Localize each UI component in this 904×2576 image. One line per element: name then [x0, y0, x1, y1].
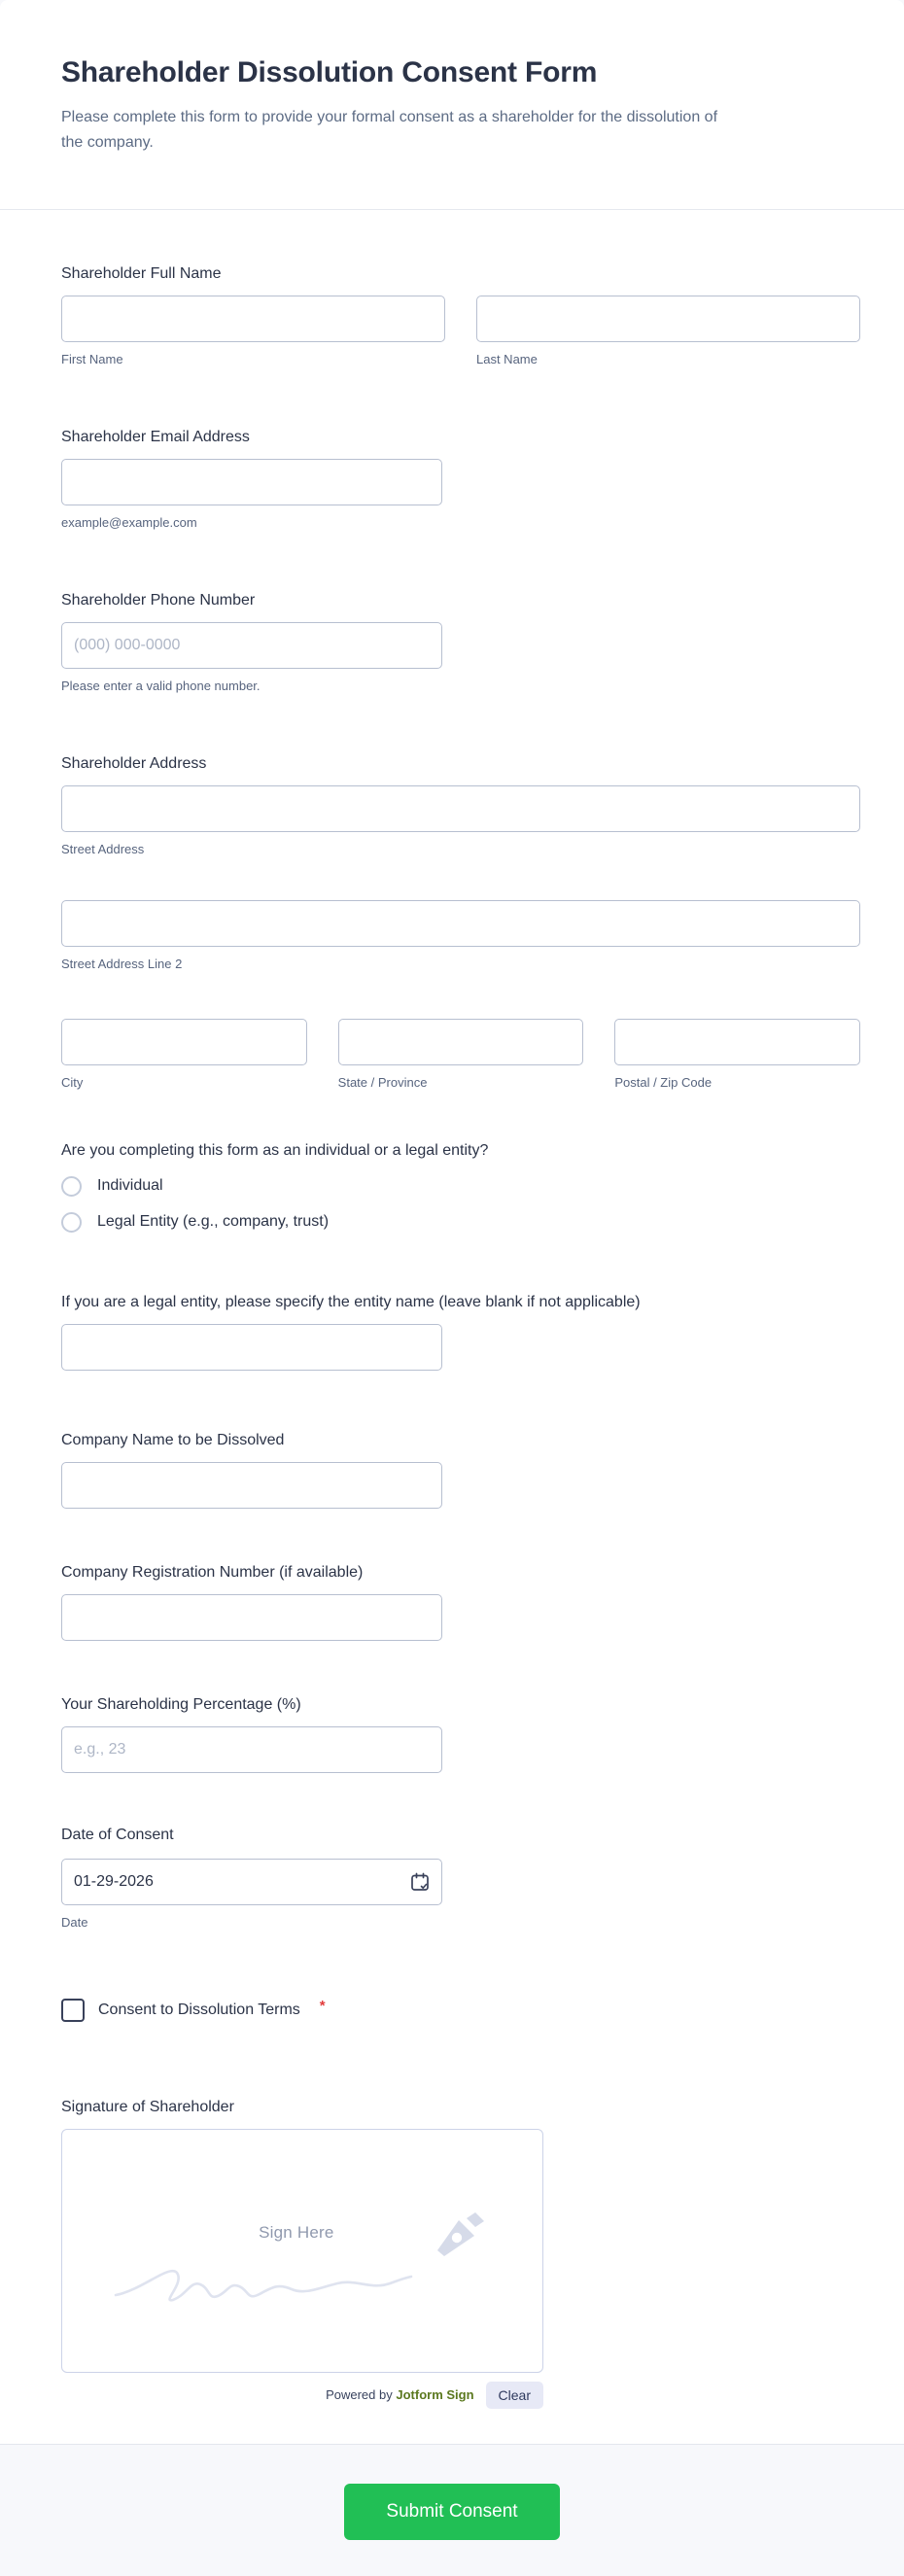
shareholding-label: Your Shareholding Percentage (%): [61, 1695, 301, 1713]
company-name-input[interactable]: [61, 1462, 442, 1509]
calendar-icon[interactable]: [409, 1871, 431, 1893]
sign-here-text: Sign Here: [259, 2222, 334, 2242]
field-entity-type: [61, 1141, 860, 1233]
signature-footer: [61, 2382, 543, 2409]
email-label: Shareholder Email Address: [61, 428, 250, 445]
street-address-input[interactable]: [61, 785, 860, 832]
radio-option-label: Legal Entity (e.g., company, trust): [97, 1213, 330, 1230]
submit-button[interactable]: Submit Consent: [344, 2484, 560, 2540]
city-sublabel: City: [61, 1074, 84, 1090]
zip-input[interactable]: [614, 1019, 860, 1065]
consent-checkbox-row[interactable]: [61, 1999, 860, 2022]
signature-pad[interactable]: [61, 2129, 543, 2373]
phone-input[interactable]: [61, 622, 442, 669]
field-address: [61, 754, 860, 1091]
state-sublabel: State / Province: [337, 1074, 428, 1090]
registration-number-input[interactable]: [61, 1594, 442, 1641]
radio-option-individual[interactable]: [61, 1176, 860, 1197]
email-input[interactable]: [61, 459, 442, 505]
address-label: Shareholder Address: [61, 754, 207, 772]
field-consent-checkbox: [61, 1999, 860, 2022]
first-name-sublabel: First Name: [61, 351, 123, 366]
field-entity-name: [61, 1293, 860, 1371]
field-email: [61, 428, 860, 531]
street-address2-sublabel: Street Address Line 2: [61, 956, 183, 971]
field-registration-number: [61, 1563, 860, 1641]
full-name-label: Shareholder Full Name: [61, 264, 222, 282]
signature-label: Signature of Shareholder: [61, 2098, 234, 2115]
registration-number-label: Company Registration Number (if available): [61, 1563, 364, 1581]
field-shareholding: [61, 1695, 860, 1773]
phone-label: Shareholder Phone Number: [61, 591, 256, 609]
checkbox-icon[interactable]: [61, 1999, 85, 2022]
field-signature: [61, 2098, 860, 2409]
radio-option-legal-entity[interactable]: [61, 1212, 860, 1233]
shareholding-input[interactable]: [61, 1726, 442, 1773]
company-name-label: Company Name to be Dissolved: [61, 1431, 285, 1448]
entity-type-label: Are you completing this form as an individual or a legal entity?: [61, 1141, 489, 1159]
jotform-sign-brand: Jotform Sign: [396, 2387, 474, 2402]
consent-date-input[interactable]: [61, 1859, 442, 1905]
last-name-sublabel: Last Name: [476, 351, 538, 366]
form-body: [0, 210, 904, 2444]
required-asterisk: *: [319, 1998, 326, 2014]
consent-date-sublabel: Date: [61, 1914, 88, 1930]
field-company-name: [61, 1431, 860, 1509]
radio-icon[interactable]: [61, 1176, 82, 1197]
field-phone: [61, 591, 860, 694]
form-header: [0, 0, 904, 210]
entity-name-input[interactable]: [61, 1324, 442, 1371]
field-full-name: [61, 264, 860, 367]
zip-sublabel: Postal / Zip Code: [614, 1074, 713, 1090]
consent-checkbox-label: Consent to Dissolution Terms: [98, 2001, 300, 2018]
field-consent-date: [61, 1826, 860, 1931]
first-name-input[interactable]: [61, 296, 445, 342]
powered-by-label: Powered by: [326, 2387, 393, 2402]
street-address-sublabel: Street Address: [61, 841, 145, 856]
clear-signature-button[interactable]: Clear: [486, 2382, 543, 2409]
city-input[interactable]: [61, 1019, 307, 1065]
radio-option-label: Individual: [97, 1177, 163, 1194]
powered-by-text: [326, 2387, 473, 2402]
submit-area: [0, 2445, 904, 2540]
phone-sublabel: Please enter a valid phone number.: [61, 678, 261, 693]
radio-icon[interactable]: [61, 1212, 82, 1233]
signature-squiggle-icon: [113, 2245, 414, 2305]
form-title: Shareholder Dissolution Consent Form: [61, 56, 598, 88]
consent-date-label: Date of Consent: [61, 1826, 174, 1843]
entity-name-label: If you are a legal entity, please specify the entity name (leave blank if not applicable): [61, 1293, 641, 1310]
state-input[interactable]: [338, 1019, 584, 1065]
email-sublabel: example@example.com: [61, 514, 197, 530]
street-address2-input[interactable]: [61, 900, 860, 947]
pen-nib-icon: [430, 2211, 486, 2262]
form-description: Please complete this form to provide your formal consent as a shareholder for the dissolution of the company.: [61, 108, 718, 151]
last-name-input[interactable]: [476, 296, 860, 342]
